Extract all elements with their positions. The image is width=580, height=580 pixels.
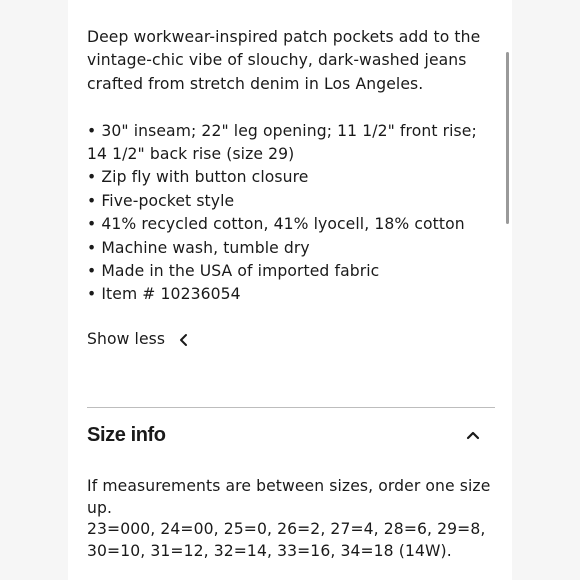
details-item: • Made in the USA of imported fabric: [87, 262, 380, 281]
product-details-content: [87, 26, 497, 351]
details-item: • Machine wash, tumble dry: [87, 238, 310, 257]
details-list: [87, 120, 497, 307]
chevron-up-icon: [465, 427, 481, 443]
product-description: Deep workwear-inspired patch pockets add to the vintage-chic vibe of slouchy, dark-washed jeans crafted from stretch denim in Los Angeles.: [87, 28, 481, 93]
scrollbar[interactable]: [506, 52, 509, 224]
details-item: • Five-pocket style: [87, 191, 235, 210]
chevron-left-icon: [177, 333, 191, 347]
size-info-title: Size info: [87, 423, 166, 446]
details-item: • Item # 10236054: [87, 285, 241, 304]
details-item: • 30" inseam; 22" leg opening; 11 1/2" front rise; 14 1/2" back rise (size 29): [87, 121, 477, 164]
size-info-toggle[interactable]: [87, 420, 495, 450]
show-less-label: Show less: [87, 329, 166, 348]
size-conversion-text: 23=000, 24=00, 25=0, 26=2, 27=4, 28=6, 29=8, 30=10, 31=12, 32=14, 33=16, 34=18 (14W).: [87, 520, 486, 560]
size-info-note: If measurements are between sizes, order one size up.: [87, 477, 491, 517]
show-less-button[interactable]: [87, 328, 191, 351]
details-item: • Zip fly with button closure: [87, 168, 309, 187]
size-info-body: [87, 476, 497, 562]
section-divider: [87, 407, 495, 408]
details-item: • 41% recycled cotton, 41% lyocell, 18% cotton: [87, 215, 465, 234]
